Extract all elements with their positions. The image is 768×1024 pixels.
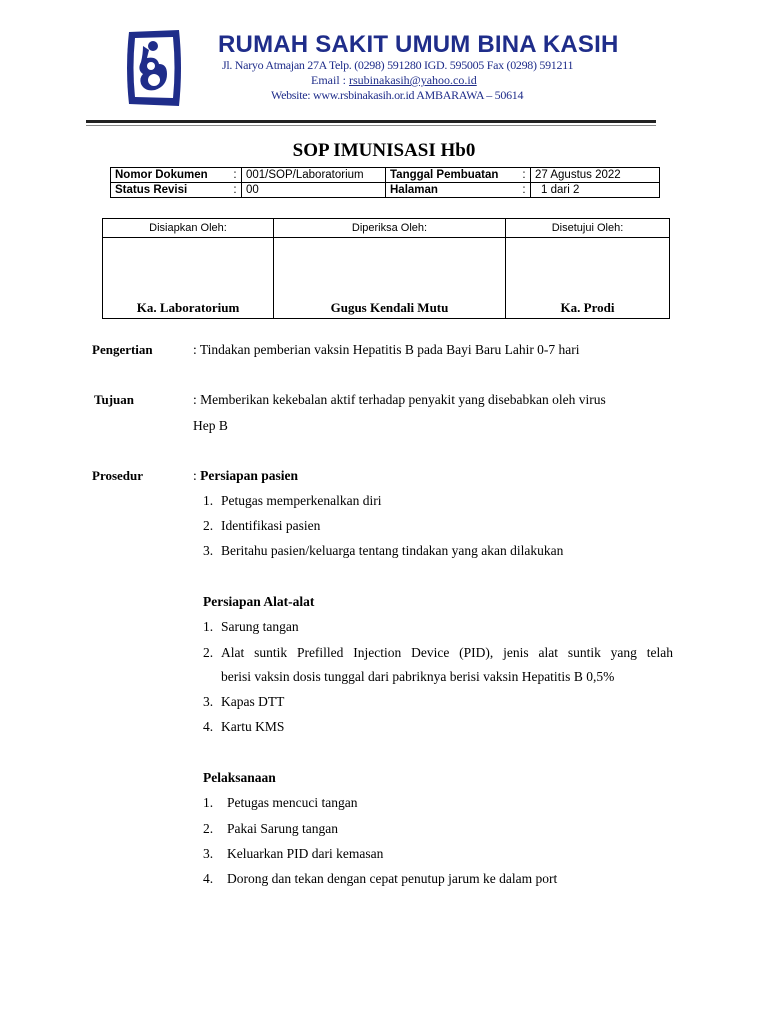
document-title: SOP IMUNISASI Hb0 bbox=[292, 140, 476, 161]
tujuan-text-line1: : Memberikan kekebalan aktif terhadap penyakit yang disebabkan oleh virus bbox=[193, 392, 606, 407]
halaman-label: Halaman bbox=[386, 183, 519, 198]
list-item: Alat suntik Prefilled Injection Device (PID), jenis alat suntik yang telah bbox=[221, 645, 673, 660]
list-item: Keluarkan PID dari kemasan bbox=[227, 846, 384, 861]
list-number: 4. bbox=[203, 719, 214, 734]
tanggal-pembuatan-value: 27 Agustus 2022 bbox=[531, 168, 660, 183]
document-info-table bbox=[110, 167, 660, 198]
list-number: 2. bbox=[203, 645, 214, 660]
status-revisi-value: 00 bbox=[242, 183, 386, 198]
header-divider-thin bbox=[86, 125, 656, 126]
disetujui-name: Ka. Prodi bbox=[506, 238, 670, 319]
disetujui-header: Disetujui Oleh: bbox=[506, 219, 670, 238]
colon: : bbox=[229, 183, 242, 198]
diperiksa-header: Diperiksa Oleh: bbox=[274, 219, 506, 238]
list-number: 4. bbox=[203, 871, 214, 886]
diperiksa-name: Gugus Kendali Mutu bbox=[274, 238, 506, 319]
list-number: 2. bbox=[203, 518, 214, 533]
list-item: Pakai Sarung tangan bbox=[227, 821, 338, 836]
list-number: 2. bbox=[203, 821, 214, 836]
info-row bbox=[111, 183, 660, 198]
list-item: Identifikasi pasien bbox=[221, 518, 321, 533]
nomor-dokumen-label: Nomor Dokumen bbox=[111, 168, 230, 183]
list-item: Kapas DTT bbox=[221, 694, 285, 709]
signature-table bbox=[102, 218, 670, 319]
colon: : bbox=[518, 183, 531, 198]
persiapan-pasien-title: Persiapan pasien bbox=[200, 468, 299, 483]
list-item: Dorong dan tekan dengan cepat penutup jarum ke dalam port bbox=[227, 871, 558, 886]
list-number: 3. bbox=[203, 694, 214, 709]
info-row bbox=[111, 168, 660, 183]
list-item: Beritahu pasien/keluarga tentang tindakan yang akan dilakukan bbox=[221, 543, 564, 558]
list-number: 3. bbox=[203, 543, 214, 558]
colon: : bbox=[193, 468, 201, 483]
list-number: 1. bbox=[203, 795, 214, 810]
hospital-email-line bbox=[311, 73, 477, 88]
disiapkan-name: Ka. Laboratorium bbox=[103, 238, 274, 319]
halaman-value: 1 dari 2 bbox=[531, 183, 660, 198]
email-label: Email : bbox=[311, 73, 349, 87]
signature-header-row bbox=[103, 219, 670, 238]
prosedur-label: Prosedur bbox=[92, 468, 144, 483]
hospital-logo bbox=[123, 28, 185, 108]
list-item-continuation: berisi vaksin dosis tunggal dari pabriknya berisi vaksin Hepatitis B 0,5% bbox=[221, 669, 615, 684]
signature-name-row bbox=[103, 238, 670, 319]
hospital-website: Website: www.rsbinakasih.or.id AMBARAWA – 50614 bbox=[271, 88, 524, 102]
persiapan-alat-title: Persiapan Alat-alat bbox=[203, 594, 315, 609]
list-number: 1. bbox=[203, 619, 214, 634]
pelaksanaan-title: Pelaksanaan bbox=[203, 770, 276, 785]
tujuan-text-line2: Hep B bbox=[193, 418, 228, 433]
nomor-dokumen-value: 001/SOP/Laboratorium bbox=[242, 168, 386, 183]
disiapkan-header: Disiapkan Oleh: bbox=[103, 219, 274, 238]
list-item: Petugas mencuci tangan bbox=[227, 795, 358, 810]
pengertian-label: Pengertian bbox=[92, 342, 153, 357]
list-item: Petugas memperkenalkan diri bbox=[221, 493, 382, 508]
hospital-address: Jl. Naryo Atmajan 27A Telp. (0298) 591280 IGD. 595005 Fax (0298) 591211 bbox=[222, 58, 574, 72]
persiapan-pasien-heading bbox=[193, 468, 298, 484]
tanggal-pembuatan-label: Tanggal Pembuatan bbox=[386, 168, 519, 183]
tujuan-label: Tujuan bbox=[94, 392, 134, 407]
list-number: 3. bbox=[203, 846, 214, 861]
list-number: 1. bbox=[203, 493, 214, 508]
hospital-name: RUMAH SAKIT UMUM BINA KASIH bbox=[218, 31, 619, 58]
colon: : bbox=[229, 168, 242, 183]
colon: : bbox=[518, 168, 531, 183]
pengertian-text: : Tindakan pemberian vaksin Hepatitis B pada Bayi Baru Lahir 0-7 hari bbox=[193, 342, 580, 357]
list-item: Sarung tangan bbox=[221, 619, 299, 634]
header-divider bbox=[86, 120, 656, 123]
status-revisi-label: Status Revisi bbox=[111, 183, 230, 198]
list-item: Kartu KMS bbox=[221, 719, 285, 734]
email-link[interactable]: rsubinakasih@yahoo.co.id bbox=[349, 73, 477, 87]
